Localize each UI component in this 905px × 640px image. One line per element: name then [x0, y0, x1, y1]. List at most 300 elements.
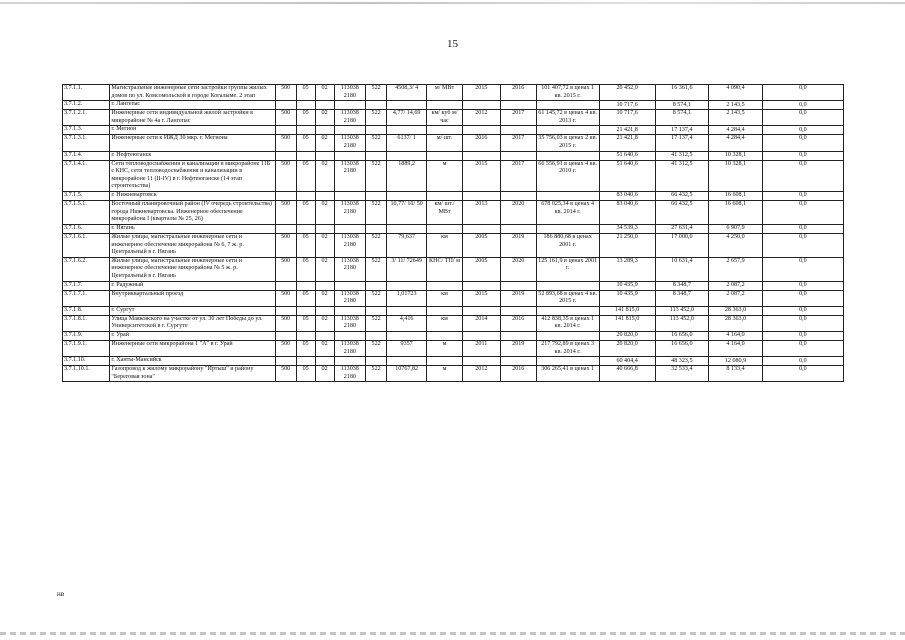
footer-note: нв	[57, 590, 65, 598]
row-end-year: 2020	[500, 257, 536, 281]
row-subsection: 05	[296, 135, 315, 151]
row-end-year	[500, 281, 536, 290]
row-total: 21 421,8	[599, 126, 655, 135]
row-other-sources: 0,0	[762, 135, 843, 151]
row-other-sources: 0,0	[762, 151, 843, 160]
row-estimated-cost	[536, 101, 599, 110]
row-capacity	[387, 357, 427, 366]
program-table	[62, 84, 844, 382]
row-section: 500	[275, 110, 296, 126]
row-start-year	[462, 192, 500, 201]
row-section: 500	[275, 366, 296, 382]
row-estimated-cost	[536, 281, 599, 290]
row-subsection-2: 02	[315, 257, 334, 281]
row-name: Сети тепловодоснабжения и канализации в микрорайоне 11Б с КНС, сети тепловодоснабжения и канализации в микрорайоне 11 (II-IV) в г. Нефтеюганске (14 этап строительства)	[110, 160, 275, 191]
row-name: Магистральные инженерные сети застройки группы жилых домов по ул. Комсомольской в городе Когалыме. 2 этап	[110, 85, 275, 101]
row-end-year	[500, 306, 536, 315]
row-local-budget: 6 907,9	[709, 224, 763, 233]
row-name: Внутриквартальный проезд	[110, 290, 275, 306]
row-end-year	[500, 357, 536, 366]
row-end-year	[500, 151, 536, 160]
row-estimated-cost	[536, 306, 599, 315]
row-name: Газопровод к жилому микрорайону "Иртыш" и району "Береговая зона"	[110, 366, 275, 382]
table-row	[63, 135, 844, 151]
row-name: г. Нягань	[110, 224, 275, 233]
row-total: 10 435,9	[599, 290, 655, 306]
row-regional-budget: 8 348,7	[655, 290, 709, 306]
row-expense-type: 522	[366, 110, 387, 126]
row-local-budget: 4 090,4	[709, 85, 763, 101]
row-target-code: 113038 2180	[334, 233, 366, 257]
row-other-sources: 0,0	[762, 201, 843, 225]
row-name: г. Урай	[110, 332, 275, 341]
row-name: г. Ханты-Мансийск	[110, 357, 275, 366]
row-code: 3.7.1.2.	[63, 101, 110, 110]
row-subsection-2	[315, 224, 334, 233]
row-expense-type	[366, 306, 387, 315]
group-row	[63, 192, 844, 201]
row-end-year: 2016	[500, 366, 536, 382]
row-code: 3.7.1.7.1.	[63, 290, 110, 306]
row-expense-type	[366, 126, 387, 135]
row-estimated-cost: 61 145,72 в ценах 4 кв. 2013 г.	[536, 110, 599, 126]
row-end-year: 2017	[500, 160, 536, 191]
row-local-budget: 10 328,1	[709, 151, 763, 160]
row-code: 3.7.1.6.	[63, 224, 110, 233]
row-start-year: 2013	[462, 201, 500, 225]
group-row	[63, 332, 844, 341]
row-regional-budget: 10 631,4	[655, 257, 709, 281]
row-subsection: 05	[296, 290, 315, 306]
row-unit: м/ МВт	[427, 85, 463, 101]
row-local-budget: 4 164,0	[709, 341, 763, 357]
row-capacity: 6137/ 1	[387, 135, 427, 151]
table-row	[63, 201, 844, 225]
row-end-year: 2017	[500, 110, 536, 126]
row-code: 3.7.1.8.	[63, 306, 110, 315]
row-local-budget: 28 363,0	[709, 306, 763, 315]
table-row	[63, 315, 844, 331]
row-capacity	[387, 101, 427, 110]
row-section	[275, 192, 296, 201]
row-subsection-2	[315, 101, 334, 110]
row-capacity	[387, 306, 427, 315]
row-name: Жилые улицы, магистральные инженерные сети и инженерное обеспечение микрорайона № 6, 7 ж. р. Центральный в г. Нягань	[110, 233, 275, 257]
row-expense-type: 522	[366, 341, 387, 357]
row-code: 3.7.1.2.1.	[63, 110, 110, 126]
row-subsection: 05	[296, 160, 315, 191]
row-subsection: 05	[296, 233, 315, 257]
row-capacity	[387, 224, 427, 233]
row-unit	[427, 126, 463, 135]
row-other-sources: 0,0	[762, 110, 843, 126]
row-unit: км	[427, 315, 463, 331]
row-name: г. Нижневартовск	[110, 192, 275, 201]
group-row	[63, 151, 844, 160]
row-name: г. Мегион	[110, 126, 275, 135]
row-target-code: 113038 2180	[334, 290, 366, 306]
row-section: 500	[275, 341, 296, 357]
row-other-sources: 0,0	[762, 257, 843, 281]
row-end-year: 2019	[500, 290, 536, 306]
row-total: 141 815,0	[599, 315, 655, 331]
row-capacity: 1,01723	[387, 290, 427, 306]
row-regional-budget: 32 533,4	[655, 366, 709, 382]
row-code: 3.7.1.6.1.	[63, 233, 110, 257]
row-start-year: 2015	[462, 290, 500, 306]
row-end-year: 2016	[500, 315, 536, 331]
row-total: 20 820,0	[599, 332, 655, 341]
row-other-sources: 0,0	[762, 233, 843, 257]
row-subsection-2: 02	[315, 110, 334, 126]
row-subsection-2: 02	[315, 290, 334, 306]
row-subsection-2: 02	[315, 366, 334, 382]
row-estimated-cost: 125 161,9 в ценах 2001 г.	[536, 257, 599, 281]
row-other-sources: 0,0	[762, 192, 843, 201]
row-section: 500	[275, 201, 296, 225]
row-subsection: 05	[296, 257, 315, 281]
row-total: 20 452,0	[599, 85, 655, 101]
row-subsection-2	[315, 281, 334, 290]
row-regional-budget: 66 432,5	[655, 192, 709, 201]
row-subsection-2: 02	[315, 135, 334, 151]
row-unit: км	[427, 233, 463, 257]
row-section: 500	[275, 290, 296, 306]
group-row	[63, 281, 844, 290]
row-total: 34 539,3	[599, 224, 655, 233]
row-regional-budget: 16 656,0	[655, 341, 709, 357]
row-total: 60 404,4	[599, 357, 655, 366]
row-local-budget: 4 284,4	[709, 135, 763, 151]
row-total: 10 717,6	[599, 110, 655, 126]
row-section: 500	[275, 135, 296, 151]
row-subsection	[296, 332, 315, 341]
row-total: 20 820,0	[599, 341, 655, 357]
row-other-sources: 0,0	[762, 101, 843, 110]
row-name: Инженерные сети микрорайона 1 "А" в г. Урай	[110, 341, 275, 357]
row-target-code	[334, 281, 366, 290]
row-start-year	[462, 306, 500, 315]
row-end-year: 2016	[500, 85, 536, 101]
row-other-sources: 0,0	[762, 332, 843, 341]
row-unit	[427, 357, 463, 366]
row-target-code: 113038 2180	[334, 85, 366, 101]
row-subsection	[296, 357, 315, 366]
table-row	[63, 85, 844, 101]
row-end-year	[500, 332, 536, 341]
row-code: 3.7.1.4.1.	[63, 160, 110, 191]
row-subsection-2	[315, 192, 334, 201]
row-target-code: 113038 2180	[334, 257, 366, 281]
row-unit: км/ шт./ МВт	[427, 201, 463, 225]
row-estimated-cost: 412 838,35 в ценах 1 кв. 2014 г.	[536, 315, 599, 331]
row-other-sources: 0,0	[762, 126, 843, 135]
row-estimated-cost	[536, 151, 599, 160]
row-other-sources: 0,0	[762, 290, 843, 306]
row-expense-type	[366, 224, 387, 233]
row-estimated-cost	[536, 332, 599, 341]
row-section	[275, 281, 296, 290]
row-name: г. Нефтеюганск	[110, 151, 275, 160]
row-local-budget: 4 284,4	[709, 126, 763, 135]
row-target-code	[334, 151, 366, 160]
row-subsection-2: 02	[315, 85, 334, 101]
row-capacity: 3/ 11/ 72649	[387, 257, 427, 281]
row-subsection-2	[315, 126, 334, 135]
row-unit: КНС/ ТП/ м	[427, 257, 463, 281]
row-regional-budget: 17 137,4	[655, 126, 709, 135]
row-code: 3.7.1.3.	[63, 126, 110, 135]
row-capacity: 4508,3/ 4	[387, 85, 427, 101]
row-subsection: 05	[296, 85, 315, 101]
row-code: 3.7.1.1.	[63, 85, 110, 101]
row-subsection: 05	[296, 110, 315, 126]
row-regional-budget: 66 432,5	[655, 201, 709, 225]
row-capacity: 10767,82	[387, 366, 427, 382]
group-row	[63, 101, 844, 110]
row-section	[275, 306, 296, 315]
row-total: 10 717,6	[599, 101, 655, 110]
row-regional-budget: 41 312,5	[655, 160, 709, 191]
row-section: 500	[275, 85, 296, 101]
row-end-year	[500, 126, 536, 135]
row-local-budget: 16 608,1	[709, 201, 763, 225]
row-regional-budget: 8 574,1	[655, 101, 709, 110]
row-target-code: 113038 2180	[334, 160, 366, 191]
row-code: 3.7.1.5.1.	[63, 201, 110, 225]
row-regional-budget: 113 452,0	[655, 315, 709, 331]
row-local-budget: 2 657,9	[709, 257, 763, 281]
row-local-budget: 2 143,5	[709, 101, 763, 110]
row-section	[275, 151, 296, 160]
row-section: 500	[275, 233, 296, 257]
row-start-year	[462, 281, 500, 290]
row-estimated-cost: 678 025,34 в ценах 4 кв. 2014 г.	[536, 201, 599, 225]
row-subsection-2: 02	[315, 160, 334, 191]
row-regional-budget: 16 656,0	[655, 332, 709, 341]
row-unit	[427, 306, 463, 315]
row-unit: км/ куб м/ час	[427, 110, 463, 126]
row-section: 500	[275, 160, 296, 191]
row-subsection: 05	[296, 201, 315, 225]
row-estimated-cost	[536, 192, 599, 201]
row-expense-type: 522	[366, 233, 387, 257]
row-unit: км	[427, 290, 463, 306]
row-regional-budget: 113 452,0	[655, 306, 709, 315]
group-row	[63, 126, 844, 135]
row-capacity: 4,77/ 14,69	[387, 110, 427, 126]
row-section	[275, 332, 296, 341]
row-target-code	[334, 192, 366, 201]
row-estimated-cost	[536, 357, 599, 366]
row-subsection-2: 02	[315, 233, 334, 257]
row-total: 21 250,0	[599, 233, 655, 257]
row-name: Улица Маяковского на участке от ул. 30 лет Победы до ул. Университетской в г. Сургуте	[110, 315, 275, 331]
row-capacity: 4,416	[387, 315, 427, 331]
row-unit	[427, 101, 463, 110]
row-name: Жилые улицы, магистральные инженерные сети и инженерное обеспечение микрорайона № 5 ж. р. Центральный в г. Нягань	[110, 257, 275, 281]
row-code: 3.7.1.6.2.	[63, 257, 110, 281]
row-expense-type: 522	[366, 290, 387, 306]
row-estimated-cost: 52 893,68 в ценах 4 кв. 2015 г.	[536, 290, 599, 306]
row-total: 83 040,6	[599, 201, 655, 225]
row-subsection	[296, 126, 315, 135]
row-subsection: 05	[296, 341, 315, 357]
table-row	[63, 110, 844, 126]
scan-edge-bottom	[0, 632, 905, 635]
row-start-year	[462, 151, 500, 160]
row-target-code	[334, 101, 366, 110]
row-subsection-2	[315, 332, 334, 341]
row-start-year	[462, 126, 500, 135]
row-name: Восточный планировочный район (IV очередь строительства) города Нижневартовска. Инженерное обеспечение микрорайона I (кварталы № 25, 26)	[110, 201, 275, 225]
row-unit	[427, 192, 463, 201]
row-other-sources: 0,0	[762, 224, 843, 233]
row-total: 51 640,6	[599, 151, 655, 160]
row-total: 40 666,8	[599, 366, 655, 382]
row-target-code	[334, 126, 366, 135]
scan-edge-top	[0, 2, 905, 4]
row-start-year: 2011	[462, 341, 500, 357]
row-unit: м	[427, 366, 463, 382]
row-target-code: 113038 2180	[334, 341, 366, 357]
row-end-year	[500, 224, 536, 233]
row-subsection-2	[315, 357, 334, 366]
row-other-sources: 0,0	[762, 160, 843, 191]
row-code: 3.7.1.10.	[63, 357, 110, 366]
row-target-code: 113038 2180	[334, 110, 366, 126]
row-regional-budget: 48 323,5	[655, 357, 709, 366]
row-estimated-cost: 217 792,89 в ценах 3 кв. 2014 г.	[536, 341, 599, 357]
row-start-year: 2005	[462, 233, 500, 257]
row-target-code: 113038 2180	[334, 135, 366, 151]
row-target-code: 113038 2180	[334, 315, 366, 331]
row-expense-type	[366, 101, 387, 110]
row-expense-type: 522	[366, 201, 387, 225]
row-subsection-2: 02	[315, 201, 334, 225]
row-local-budget: 10 328,1	[709, 160, 763, 191]
row-estimated-cost	[536, 224, 599, 233]
row-subsection	[296, 224, 315, 233]
table-row	[63, 257, 844, 281]
row-capacity: 79,637	[387, 233, 427, 257]
row-estimated-cost	[536, 126, 599, 135]
row-name: г. Радужный	[110, 281, 275, 290]
row-local-budget: 8 133,4	[709, 366, 763, 382]
row-subsection: 05	[296, 315, 315, 331]
row-name: г. Сургут	[110, 306, 275, 315]
row-regional-budget: 17 137,4	[655, 135, 709, 151]
row-target-code: 113038 2180	[334, 366, 366, 382]
row-estimated-cost: 35 756,03 в ценах 2 кв. 2015 г.	[536, 135, 599, 151]
row-target-code: 113038 2180	[334, 201, 366, 225]
row-estimated-cost: 306 265,41 в ценах 1	[536, 366, 599, 382]
row-estimated-cost: 66 556,91 в ценах 4 кв. 2010 г.	[536, 160, 599, 191]
row-expense-type: 522	[366, 160, 387, 191]
row-subsection	[296, 101, 315, 110]
row-code: 3.7.1.5.	[63, 192, 110, 201]
row-start-year: 2005	[462, 257, 500, 281]
row-code: 3.7.1.10.1.	[63, 366, 110, 382]
row-expense-type: 522	[366, 366, 387, 382]
row-end-year	[500, 192, 536, 201]
row-unit: м/ шт.	[427, 135, 463, 151]
row-local-budget: 4 250,0	[709, 233, 763, 257]
row-other-sources: 0,0	[762, 366, 843, 382]
row-unit	[427, 224, 463, 233]
row-expense-type: 522	[366, 315, 387, 331]
row-subsection	[296, 306, 315, 315]
row-regional-budget: 17 000,0	[655, 233, 709, 257]
row-end-year	[500, 101, 536, 110]
row-local-budget: 16 608,1	[709, 192, 763, 201]
row-start-year	[462, 224, 500, 233]
row-other-sources: 0,0	[762, 85, 843, 101]
row-code: 3.7.1.8.1.	[63, 315, 110, 331]
row-target-code	[334, 224, 366, 233]
row-unit	[427, 281, 463, 290]
row-subsection-2: 02	[315, 315, 334, 331]
row-capacity: 1889,2	[387, 160, 427, 191]
row-start-year: 2015	[462, 160, 500, 191]
group-row	[63, 224, 844, 233]
row-subsection	[296, 281, 315, 290]
row-regional-budget: 16 361,6	[655, 85, 709, 101]
row-estimated-cost: 101 407,72 в ценах 1 кв. 2015 г.	[536, 85, 599, 101]
page-number: 15	[447, 38, 458, 50]
row-subsection-2	[315, 151, 334, 160]
row-section: 500	[275, 257, 296, 281]
row-expense-type	[366, 151, 387, 160]
row-start-year: 2014	[462, 315, 500, 331]
row-name: Инженерные сети к ИЖД 30 мкр. г. Мегиона	[110, 135, 275, 151]
table-row	[63, 233, 844, 257]
row-end-year: 2020	[500, 201, 536, 225]
row-other-sources: 0,0	[762, 281, 843, 290]
row-regional-budget: 8 348,7	[655, 281, 709, 290]
row-capacity	[387, 192, 427, 201]
table-row	[63, 160, 844, 191]
row-local-budget: 2 087,2	[709, 281, 763, 290]
row-subsection	[296, 192, 315, 201]
row-code: 3.7.1.9.	[63, 332, 110, 341]
row-regional-budget: 8 574,1	[655, 110, 709, 126]
row-end-year: 2019	[500, 233, 536, 257]
row-section	[275, 224, 296, 233]
row-capacity	[387, 332, 427, 341]
row-code: 3.7.1.4.	[63, 151, 110, 160]
row-total: 13 289,3	[599, 257, 655, 281]
row-code: 3.7.1.9.1.	[63, 341, 110, 357]
row-expense-type: 522	[366, 257, 387, 281]
row-unit: м	[427, 341, 463, 357]
row-section	[275, 126, 296, 135]
row-start-year: 2012	[462, 366, 500, 382]
row-section	[275, 101, 296, 110]
row-start-year	[462, 332, 500, 341]
row-local-budget: 28 363,0	[709, 315, 763, 331]
row-capacity: 10,77/ 10/ 50	[387, 201, 427, 225]
row-name: г. Лангепас	[110, 101, 275, 110]
row-regional-budget: 27 631,4	[655, 224, 709, 233]
row-other-sources: 0,0	[762, 357, 843, 366]
row-other-sources: 0,0	[762, 315, 843, 331]
row-expense-type: 522	[366, 85, 387, 101]
row-total: 141 815,0	[599, 306, 655, 315]
row-capacity	[387, 126, 427, 135]
row-expense-type	[366, 281, 387, 290]
row-end-year: 2019	[500, 341, 536, 357]
